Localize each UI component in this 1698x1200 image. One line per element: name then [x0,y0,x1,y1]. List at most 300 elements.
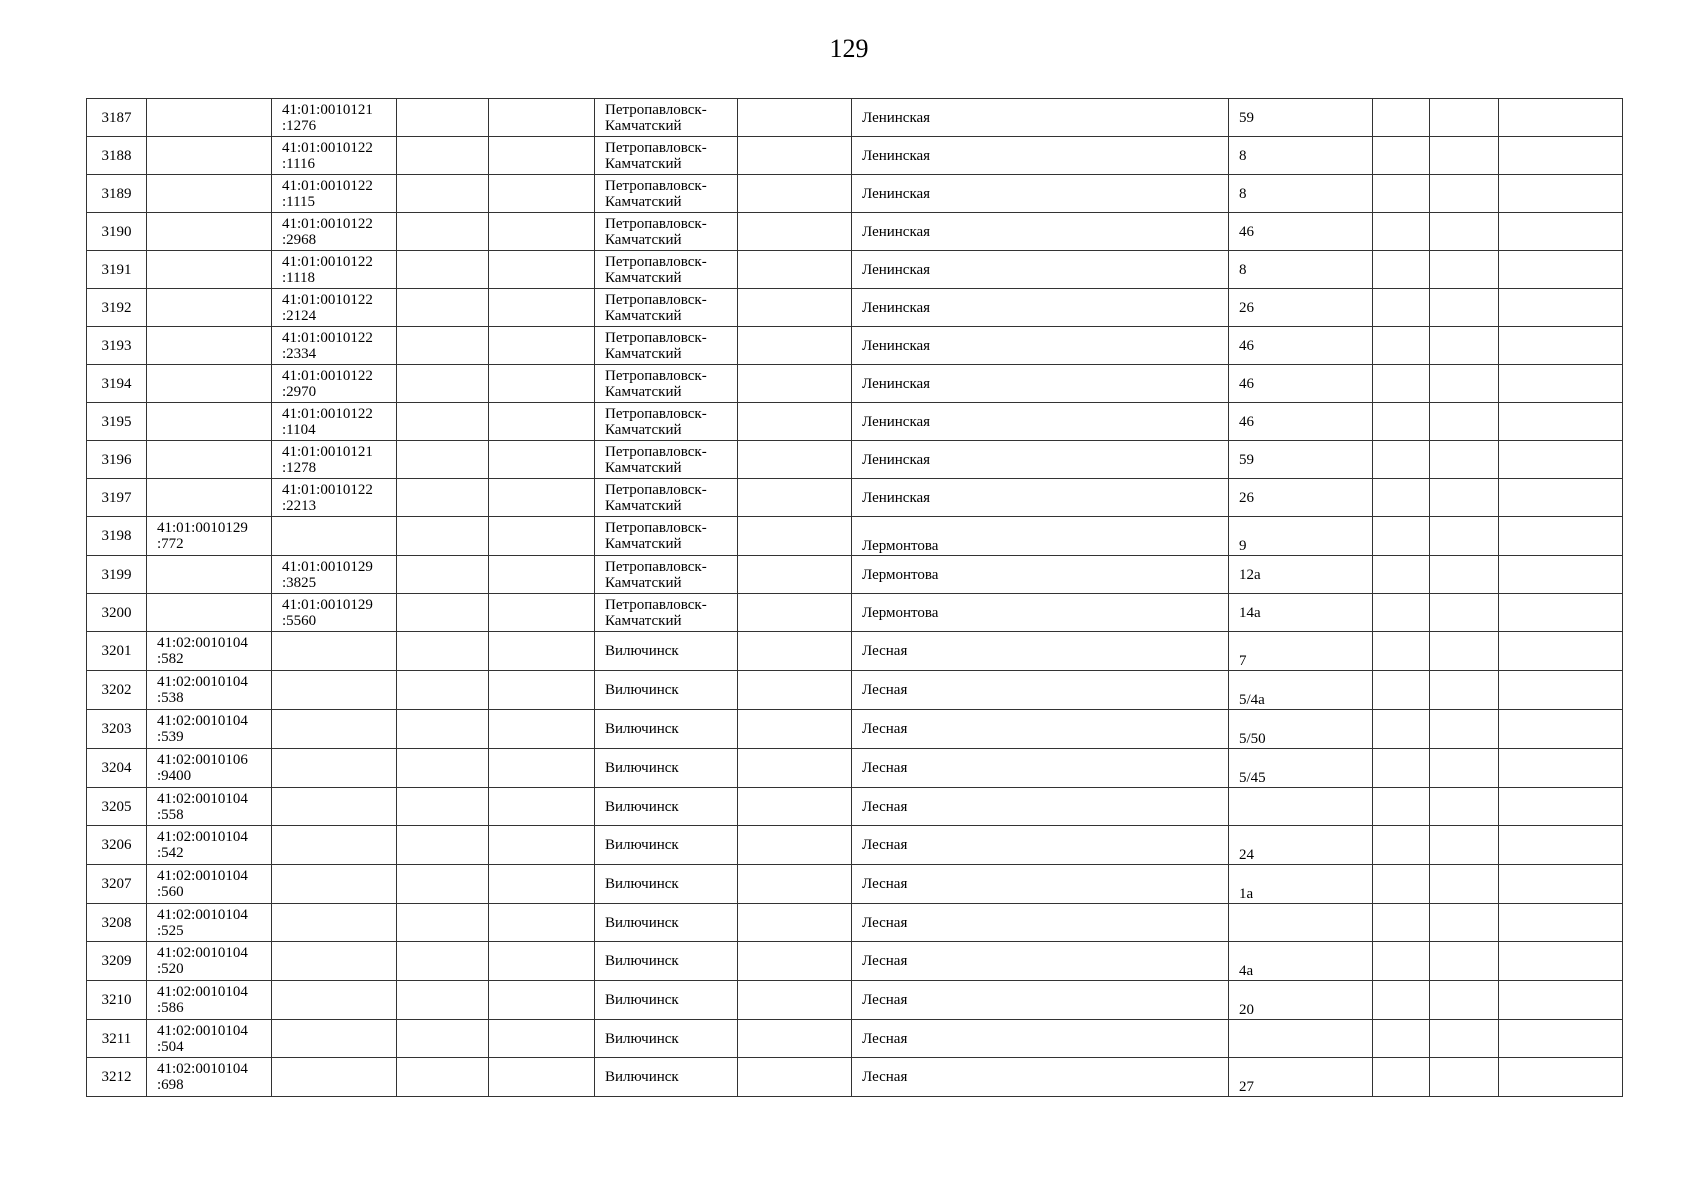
land-cadastral-number-cell [147,365,272,403]
street-cell: Лесная [852,826,1229,865]
empty-cell-11 [1430,865,1499,904]
empty-cell-12 [1499,826,1623,865]
table-row [87,1020,1623,1058]
cadastral-line-1: 41:01:0010122 [282,367,373,384]
city-line-1: Вилючинск [605,643,679,659]
cadastral-line-1: 41:02:0010104 [157,984,248,1000]
cadastral-line-2: :525 [157,922,184,939]
empty-cell-10 [1373,671,1430,710]
row-number-cell: 3196 [87,441,147,479]
empty-cell-12 [1499,556,1623,594]
building-cadastral-number-cell [272,981,397,1020]
city-line-1: Петропавловск- [605,558,707,575]
land-cadastral-number-cell [147,175,272,213]
table-row [87,904,1623,942]
empty-cell-5 [489,710,595,749]
empty-cell-5 [489,556,595,594]
city-cell [595,1020,738,1058]
empty-cell-10 [1373,594,1430,632]
city-line-2: Камчатский [605,383,682,400]
empty-cell-7 [738,1058,852,1097]
building-cadastral-number-cell [272,517,397,556]
empty-cell-10 [1373,251,1430,289]
city-line-1: Вилючинск [605,760,679,776]
cadastral-line-1: 41:01:0010122 [282,253,373,270]
empty-cell-12 [1499,942,1623,981]
street-cell: Лесная [852,981,1229,1020]
cadastral-line-1: 41:01:0010122 [282,329,373,346]
land-cadastral-number-cell [147,289,272,327]
house-number-cell: 46 [1229,213,1373,251]
street-cell: Ленинская [852,327,1229,365]
empty-cell-5 [489,441,595,479]
land-cadastral-number-cell [147,251,272,289]
cadastral-line-1: 41:02:0010104 [157,868,248,884]
empty-cell-11 [1430,1020,1499,1058]
empty-cell-7 [738,632,852,671]
empty-cell-12 [1499,1058,1623,1097]
empty-cell-10 [1373,175,1430,213]
empty-cell-10 [1373,403,1430,441]
empty-cell-5 [489,327,595,365]
cadastral-line-2: :2968 [282,231,317,248]
cadastral-line-1: 41:02:0010104 [157,1022,248,1039]
row-number-cell: 3194 [87,365,147,403]
city-line-2: Камчатский [605,269,682,286]
empty-cell-10 [1373,441,1430,479]
cadastral-line-1: 41:02:0010104 [157,1061,248,1077]
house-number-cell: 46 [1229,327,1373,365]
row-number-cell: 3204 [87,749,147,788]
empty-cell-5 [489,175,595,213]
cadastral-line-2: :542 [157,845,184,861]
cadastral-line-1: 41:01:0010121 [282,101,373,118]
house-number-cell [1229,904,1373,942]
empty-cell-5 [489,632,595,671]
empty-cell-7 [738,749,852,788]
street-cell: Лермонтова [852,517,1229,556]
building-cadastral-number-cell [272,942,397,981]
city-line-2: Камчатский [605,497,682,514]
row-number-cell: 3211 [87,1020,147,1058]
empty-cell-12 [1499,289,1623,327]
empty-cell-11 [1430,289,1499,327]
city-cell [595,632,738,671]
land-cadastral-number-cell [147,749,272,788]
empty-cell-12 [1499,251,1623,289]
empty-cell-10 [1373,1020,1430,1058]
city-cell [595,981,738,1020]
empty-cell-10 [1373,749,1430,788]
empty-cell-10 [1373,904,1430,942]
row-number-cell: 3189 [87,175,147,213]
table-row [87,289,1623,327]
empty-cell-4 [397,213,489,251]
cadastral-line-1: 41:01:0010122 [282,481,373,498]
empty-cell-7 [738,865,852,904]
land-cadastral-number-cell [147,213,272,251]
house-number-cell [1229,1020,1373,1058]
land-cadastral-number-cell [147,556,272,594]
street-cell: Лермонтова [852,556,1229,594]
house-number-cell: 27 [1229,1058,1373,1097]
street-cell: Ленинская [852,365,1229,403]
row-number-cell: 3201 [87,632,147,671]
house-number-cell: 20 [1229,981,1373,1020]
city-cell [595,137,738,175]
row-number-cell: 3187 [87,99,147,137]
building-cadastral-number-cell [272,556,397,594]
city-line-1: Петропавловск- [605,481,707,498]
house-number-cell: 46 [1229,403,1373,441]
street-cell: Лесная [852,904,1229,942]
cadastral-line-2: :2213 [282,497,317,514]
street-cell: Лесная [852,1058,1229,1097]
empty-cell-4 [397,788,489,826]
building-cadastral-number-cell [272,403,397,441]
row-number-cell: 3207 [87,865,147,904]
city-cell [595,289,738,327]
cadastral-line-1: 41:02:0010104 [157,945,248,961]
empty-cell-4 [397,137,489,175]
city-line-1: Петропавловск- [605,291,707,308]
table-row [87,749,1623,788]
empty-cell-11 [1430,441,1499,479]
empty-cell-4 [397,175,489,213]
building-cadastral-number-cell [272,289,397,327]
table-row [87,981,1623,1020]
empty-cell-5 [489,137,595,175]
empty-cell-4 [397,556,489,594]
cadastral-line-1: 41:01:0010122 [282,291,373,308]
empty-cell-4 [397,942,489,981]
building-cadastral-number-cell [272,327,397,365]
row-number-cell: 3208 [87,904,147,942]
city-line-1: Петропавловск- [605,367,707,384]
empty-cell-10 [1373,517,1430,556]
empty-cell-11 [1430,479,1499,517]
city-cell [595,213,738,251]
cadastral-line-2: :504 [157,1038,184,1055]
table-row [87,671,1623,710]
empty-cell-12 [1499,517,1623,556]
city-line-1: Вилючинск [605,721,679,737]
building-cadastral-number-cell [272,710,397,749]
empty-cell-7 [738,365,852,403]
registry-table-body [87,99,1623,1097]
cadastral-line-1: 41:02:0010104 [157,713,248,729]
table-row [87,327,1623,365]
building-cadastral-number-cell [272,1020,397,1058]
empty-cell-5 [489,365,595,403]
empty-cell-12 [1499,904,1623,942]
empty-cell-11 [1430,99,1499,137]
table-row [87,942,1623,981]
empty-cell-5 [489,289,595,327]
city-line-1: Петропавловск- [605,329,707,346]
cadastral-line-2: :558 [157,806,184,823]
building-cadastral-number-cell [272,1058,397,1097]
table-row [87,479,1623,517]
city-cell [595,365,738,403]
empty-cell-10 [1373,99,1430,137]
row-number-cell: 3192 [87,289,147,327]
empty-cell-5 [489,99,595,137]
empty-cell-5 [489,1020,595,1058]
street-cell: Лесная [852,710,1229,749]
land-cadastral-number-cell [147,479,272,517]
city-line-1: Вилючинск [605,953,679,969]
empty-cell-11 [1430,365,1499,403]
land-cadastral-number-cell [147,632,272,671]
empty-cell-11 [1430,826,1499,865]
page-number: 129 [829,34,869,63]
city-line-2: Камчатский [605,345,682,362]
house-number-cell: 8 [1229,251,1373,289]
empty-cell-4 [397,365,489,403]
empty-cell-5 [489,213,595,251]
cadastral-line-2: :539 [157,729,184,745]
cadastral-line-2: :560 [157,884,184,900]
building-cadastral-number-cell [272,175,397,213]
empty-cell-7 [738,327,852,365]
empty-cell-10 [1373,213,1430,251]
cadastral-line-2: :538 [157,690,184,706]
empty-cell-11 [1430,556,1499,594]
empty-cell-10 [1373,826,1430,865]
cadastral-line-2: :772 [157,536,184,552]
table-row [87,710,1623,749]
building-cadastral-number-cell [272,251,397,289]
house-number-cell: 5/50 [1229,710,1373,749]
city-cell [595,904,738,942]
street-cell: Лесная [852,749,1229,788]
house-number-cell: 8 [1229,175,1373,213]
land-cadastral-number-cell [147,441,272,479]
city-cell [595,251,738,289]
row-number-cell: 3212 [87,1058,147,1097]
empty-cell-12 [1499,327,1623,365]
building-cadastral-number-cell [272,904,397,942]
building-cadastral-number-cell [272,788,397,826]
empty-cell-12 [1499,365,1623,403]
empty-cell-7 [738,251,852,289]
city-line-1: Вилючинск [605,876,679,892]
city-cell [595,99,738,137]
house-number-cell: 9 [1229,517,1373,556]
empty-cell-7 [738,1020,852,1058]
house-number-cell: 26 [1229,289,1373,327]
city-line-1: Вилючинск [605,992,679,1008]
city-line-1: Вилючинск [605,914,679,931]
empty-cell-4 [397,327,489,365]
house-number-cell: 8 [1229,137,1373,175]
empty-cell-7 [738,479,852,517]
empty-cell-11 [1430,904,1499,942]
street-cell: Ленинская [852,289,1229,327]
row-number-cell: 3210 [87,981,147,1020]
empty-cell-7 [738,826,852,865]
house-number-cell: 5/45 [1229,749,1373,788]
empty-cell-7 [738,99,852,137]
city-line-1: Петропавловск- [605,520,707,536]
street-cell: Ленинская [852,479,1229,517]
city-line-2: Камчатский [605,155,682,172]
land-cadastral-number-cell [147,788,272,826]
land-cadastral-number-cell [147,99,272,137]
house-number-cell: 59 [1229,99,1373,137]
row-number-cell: 3202 [87,671,147,710]
empty-cell-11 [1430,175,1499,213]
empty-cell-5 [489,479,595,517]
city-line-2: Камчатский [605,307,682,324]
city-line-2: Камчатский [605,117,682,134]
cadastral-line-2: :9400 [157,768,192,784]
empty-cell-4 [397,403,489,441]
city-cell [595,594,738,632]
empty-cell-11 [1430,942,1499,981]
empty-cell-11 [1430,251,1499,289]
land-cadastral-number-cell [147,710,272,749]
land-cadastral-number-cell [147,981,272,1020]
empty-cell-12 [1499,99,1623,137]
city-cell [595,175,738,213]
empty-cell-12 [1499,441,1623,479]
row-number-cell: 3199 [87,556,147,594]
empty-cell-4 [397,289,489,327]
empty-cell-4 [397,594,489,632]
table-row [87,99,1623,137]
table-row [87,175,1623,213]
table-row [87,251,1623,289]
city-line-1: Вилючинск [605,798,679,815]
empty-cell-5 [489,942,595,981]
empty-cell-10 [1373,479,1430,517]
empty-cell-11 [1430,632,1499,671]
empty-cell-4 [397,865,489,904]
table-row [87,441,1623,479]
empty-cell-11 [1430,710,1499,749]
building-cadastral-number-cell [272,137,397,175]
city-cell [595,865,738,904]
empty-cell-4 [397,1020,489,1058]
cadastral-line-1: 41:02:0010104 [157,829,248,845]
street-cell: Ленинская [852,441,1229,479]
street-cell: Лесная [852,632,1229,671]
empty-cell-7 [738,788,852,826]
city-cell [595,788,738,826]
city-line-1: Петропавловск- [605,443,707,460]
city-line-1: Петропавловск- [605,405,707,422]
city-line-2: Камчатский [605,574,682,591]
house-number-cell: 4а [1229,942,1373,981]
table-row [87,517,1623,556]
cadastral-line-1: 41:02:0010104 [157,674,248,690]
empty-cell-11 [1430,137,1499,175]
house-number-cell: 5/4а [1229,671,1373,710]
empty-cell-7 [738,441,852,479]
empty-cell-5 [489,594,595,632]
empty-cell-11 [1430,981,1499,1020]
cadastral-line-1: 41:01:0010129 [157,520,248,536]
empty-cell-5 [489,403,595,441]
empty-cell-12 [1499,981,1623,1020]
street-cell: Ленинская [852,99,1229,137]
city-line-2: Камчатский [605,536,682,552]
row-number-cell: 3190 [87,213,147,251]
empty-cell-7 [738,556,852,594]
empty-cell-4 [397,904,489,942]
empty-cell-11 [1430,403,1499,441]
cadastral-line-1: 41:01:0010129 [282,596,373,613]
empty-cell-11 [1430,749,1499,788]
street-cell: Ленинская [852,251,1229,289]
cadastral-line-1: 41:01:0010121 [282,443,373,460]
street-cell: Лесная [852,1020,1229,1058]
cadastral-line-2: :520 [157,961,184,977]
empty-cell-7 [738,517,852,556]
empty-cell-10 [1373,556,1430,594]
empty-cell-10 [1373,289,1430,327]
row-number-cell: 3200 [87,594,147,632]
empty-cell-7 [738,710,852,749]
city-line-1: Вилючинск [605,837,679,853]
empty-cell-5 [489,517,595,556]
table-row [87,1058,1623,1097]
empty-cell-11 [1430,788,1499,826]
cadastral-line-1: 41:01:0010129 [282,558,373,575]
city-cell [595,749,738,788]
city-cell [595,556,738,594]
cadastral-line-2: :5560 [282,612,317,629]
empty-cell-12 [1499,671,1623,710]
city-cell [595,710,738,749]
land-cadastral-number-cell [147,137,272,175]
empty-cell-4 [397,632,489,671]
empty-cell-5 [489,788,595,826]
row-number-cell: 3209 [87,942,147,981]
land-cadastral-number-cell [147,594,272,632]
empty-cell-12 [1499,137,1623,175]
city-cell [595,517,738,556]
house-number-cell: 12а [1229,556,1373,594]
empty-cell-4 [397,826,489,865]
table-row [87,556,1623,594]
street-cell: Ленинская [852,137,1229,175]
empty-cell-10 [1373,137,1430,175]
cadastral-line-2: :1104 [282,421,316,438]
cadastral-line-2: :2124 [282,307,317,324]
city-line-2: Камчатский [605,421,682,438]
building-cadastral-number-cell [272,632,397,671]
empty-cell-12 [1499,594,1623,632]
building-cadastral-number-cell [272,865,397,904]
empty-cell-10 [1373,788,1430,826]
cadastral-line-2: :1118 [282,269,316,286]
city-cell [595,441,738,479]
building-cadastral-number-cell [272,479,397,517]
empty-cell-4 [397,710,489,749]
row-number-cell: 3206 [87,826,147,865]
city-cell [595,327,738,365]
table-row [87,788,1623,826]
empty-cell-7 [738,137,852,175]
building-cadastral-number-cell [272,594,397,632]
house-number-cell [1229,788,1373,826]
land-cadastral-number-cell [147,403,272,441]
land-cadastral-number-cell [147,904,272,942]
house-number-cell: 26 [1229,479,1373,517]
